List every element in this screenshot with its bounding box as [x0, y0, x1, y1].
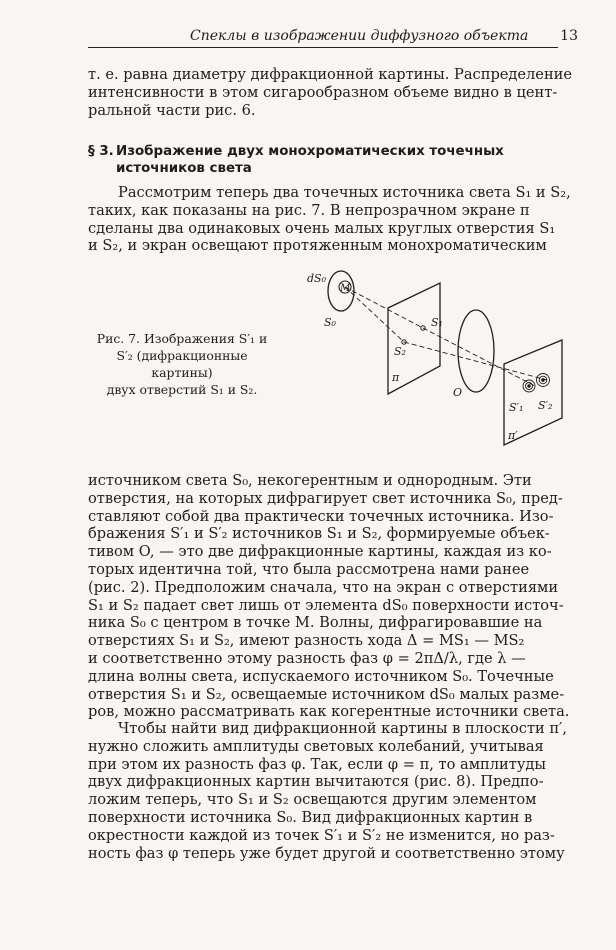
diffraction-patterns [523, 374, 550, 393]
top-paragraph [88, 66, 575, 119]
text-line: при этом их разность фаз φ. Так, если φ = π, то амплитуды [88, 755, 547, 773]
figure-7-diagram [300, 268, 584, 460]
text-line: Рассмотрим теперь два точечных источника света S₁ и S₂, [118, 184, 571, 201]
text-line: (рис. 2). Предположим сначала, что на экран с отверстиями [88, 578, 559, 596]
light-rays [345, 287, 547, 386]
text-line: т. е. равна диаметру дифракционной картины. Распределение [88, 66, 573, 83]
text-line: торых идентична той, что была рассмотрена нами ранее [88, 560, 530, 578]
text-line: источником света S₀, некогерентным и однородным. Эти [88, 472, 532, 489]
section-title-line-2: источников света [116, 161, 252, 176]
label-s0: S₀ [324, 316, 336, 329]
label-m: M [340, 283, 351, 294]
pattern-s2-center [542, 379, 545, 382]
label-s2: S₂ [394, 345, 406, 358]
text-line: поверхности источника S₀. Вид дифракционных картин в [88, 808, 533, 826]
page-header [88, 28, 578, 48]
label-s1: S₁ [431, 316, 443, 329]
header-rule [88, 47, 558, 48]
text-line: и соответственно этому разность фаз φ = 2πΔ/λ, где λ — [88, 649, 526, 667]
section-title-line-1: Изображение двух монохроматических точечных [116, 144, 504, 159]
caption-line-1: Рис. 7. Изображения S′₁ и [96, 331, 268, 346]
main-paragraph [88, 472, 575, 721]
text-line: ставляют собой два практически точечных источника. Изо- [88, 507, 554, 525]
page-number: 13 [560, 28, 578, 44]
text-line: длина волны света, испускаемого источником S₀. Точечные [88, 667, 554, 685]
caption-line-2: S′₂ (дифракционные картины) [116, 348, 248, 380]
label-ds0: dS₀ [307, 272, 326, 285]
label-pi: π [392, 371, 400, 384]
text-line: ров, можно рассматривать как когерентные источники света. [88, 703, 570, 721]
caption-line-3: двух отверстий S₁ и S₂. [106, 382, 258, 397]
label-s1-prime: S′₁ [509, 401, 524, 414]
text-line: отверстиях S₁ и S₂, имеют разность хода Δ = MS₁ — MS₂ [88, 632, 525, 650]
figure-caption [88, 330, 276, 398]
text-line: ность фаз φ теперь уже будет другой и соответственно этому [88, 844, 565, 862]
text-line: бражения S′₁ и S′₂ источников S₁ и S₂, формируемые объек- [88, 525, 550, 543]
text-line: и S₂, и экран освещают протяженным монохроматическим [88, 237, 547, 255]
text-line: интенсивности в этом сигарообразном объеме видно в цент- [88, 83, 558, 101]
text-line: ральной части рис. 6. [88, 101, 256, 119]
text-line: отверстия, на которых дифрагирует свет источника S₀, пред- [88, 489, 563, 507]
optical-scheme [300, 268, 584, 460]
label-s2-prime: S′₂ [538, 399, 553, 412]
text-line: нужно сложить амплитуды световых колебаний, учитывая [88, 737, 544, 755]
text-line: тивом O, — это две дифракционные картины, каждая из ко- [88, 543, 552, 561]
running-title: Спеклы в изображении диффузного объекта [190, 28, 529, 44]
label-pi-prime: π′ [508, 429, 518, 442]
text-line: окрестности каждой из точек S′₁ и S′₂ не изменится, но раз- [88, 826, 555, 844]
last-paragraph [88, 720, 575, 862]
text-line: сделаны два одинаковых очень малых круглых отверстия S₁ [88, 219, 556, 237]
text-line: отверстия S₁ и S₂, освещаемые источником dS₀ малых разме- [88, 685, 565, 703]
text-line: двух дифракционных картин вычитаются (рис. 8). Предпо- [88, 773, 544, 791]
intro-paragraph [88, 184, 575, 255]
text-line: ложим теперь, что S₁ и S₂ освещаются другим элементом [88, 791, 537, 809]
section-heading [88, 143, 548, 177]
text-line: ника S₀ с центром в точке M. Волны, дифрагировавшие на [88, 614, 543, 632]
ray-m-s2 [345, 287, 404, 342]
lens-o [458, 310, 494, 392]
ray-m-s1 [345, 287, 423, 328]
pattern-s1-center [528, 385, 531, 388]
text-line: таких, как показаны на рис. 7. В непрозрачном экране π [88, 201, 530, 219]
text-line: Чтобы найти вид дифракционной картины в плоскости π′, [118, 720, 567, 737]
label-o: O [453, 386, 463, 399]
text-line: S₁ и S₂ падает свет лишь от элемента dS₀ поверхности источ- [88, 596, 564, 614]
section-number: § 3. [88, 144, 114, 159]
